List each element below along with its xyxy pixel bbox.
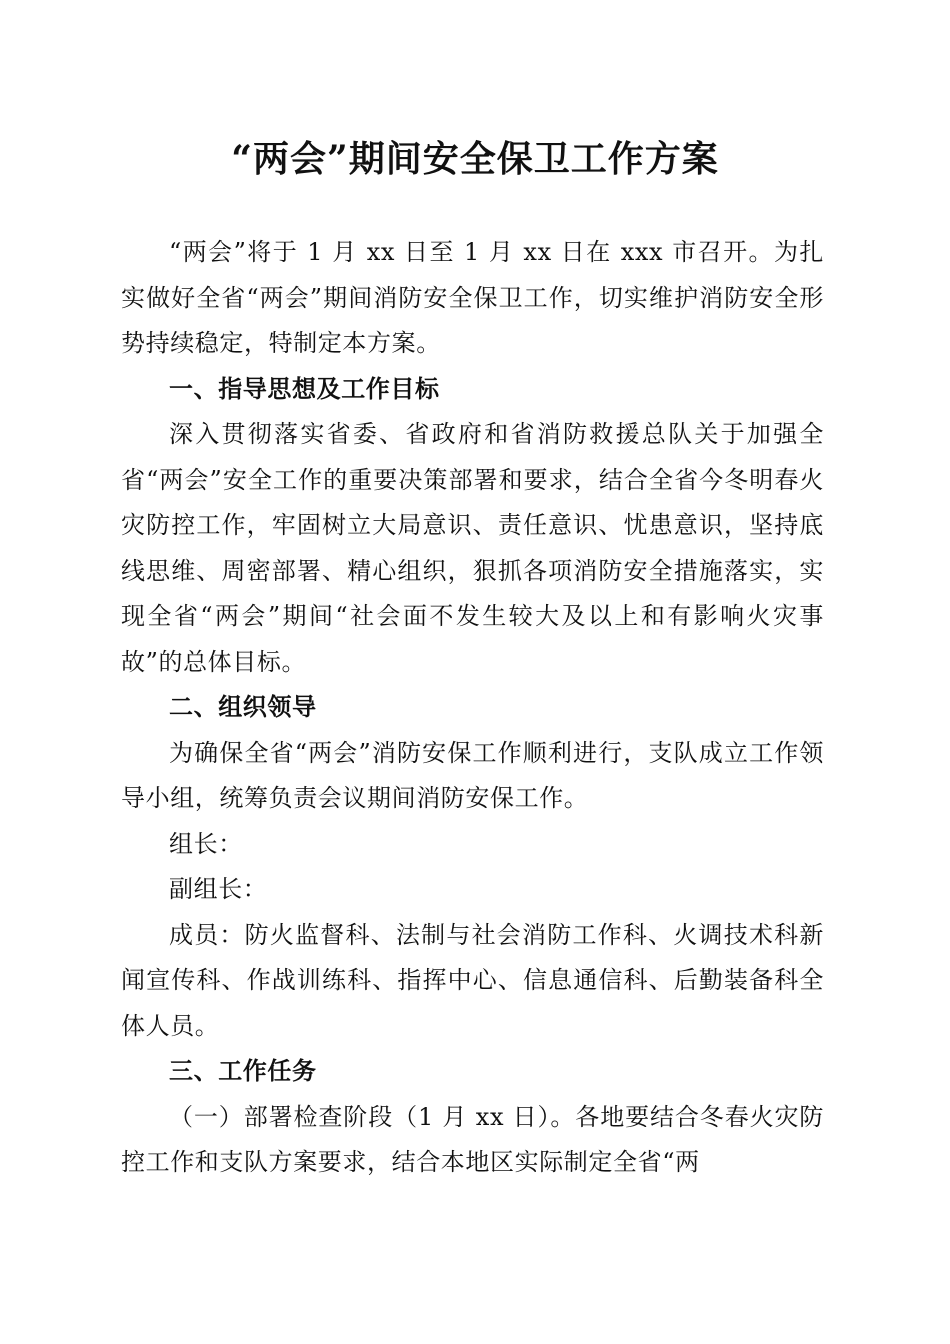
section-heading-tasks: 三、工作任务 — [169, 1057, 317, 1085]
team-leader-line: 组长： — [169, 829, 243, 858]
organization-paragraph: 为确保全省“两会”消防安保工作顺利进行，支队成立工作领导小组，统筹负责会议期间消防安保工作。 — [121, 738, 824, 812]
section-heading-organization: 二、组织领导 — [169, 693, 317, 721]
deputy-leader-line: 副组长： — [169, 875, 268, 903]
intro-paragraph: “两会”将于 1 月 xx 日至 1 月 xx 日在 xxx 市召开。为扎实做好全省“两会”期间消防安全保卫工作，切实维护消防安全形势持续稳定，特制定本方案。 — [121, 238, 824, 357]
guiding-thought-paragraph: 深入贯彻落实省委、省政府和省消防救援总队关于加强全省“两会”安全工作的重要决策部署和要求，结合全省今冬明春火灾防控工作，牢固树立大局意识、责任意识、忧患意识，坚持底线思维、周密部署、精心组织，狠抓各项消防安全措施落实，实现全省“两会”期间“社会面不发生较大及以上和有影响火灾事故”的总体目标。 — [121, 420, 824, 676]
deployment-stage-paragraph: （一）部署检查阶段（1 月 xx 日）。各地要结合冬春火灾防控工作和支队方案要求，结合本地区实际制定全省“两 — [121, 1102, 824, 1176]
document-title: “两会”期间安全保卫工作方案 — [231, 138, 719, 180]
section-heading-guiding-thought: 一、指导思想及工作目标 — [169, 374, 440, 403]
document-body — [121, 230, 824, 1186]
members-paragraph: 成员：防火监督科、法制与社会消防工作科、火调技术科新闻宣传科、作战训练科、指挥中心、信息通信科、后勤装备科全体人员。 — [121, 920, 824, 1040]
